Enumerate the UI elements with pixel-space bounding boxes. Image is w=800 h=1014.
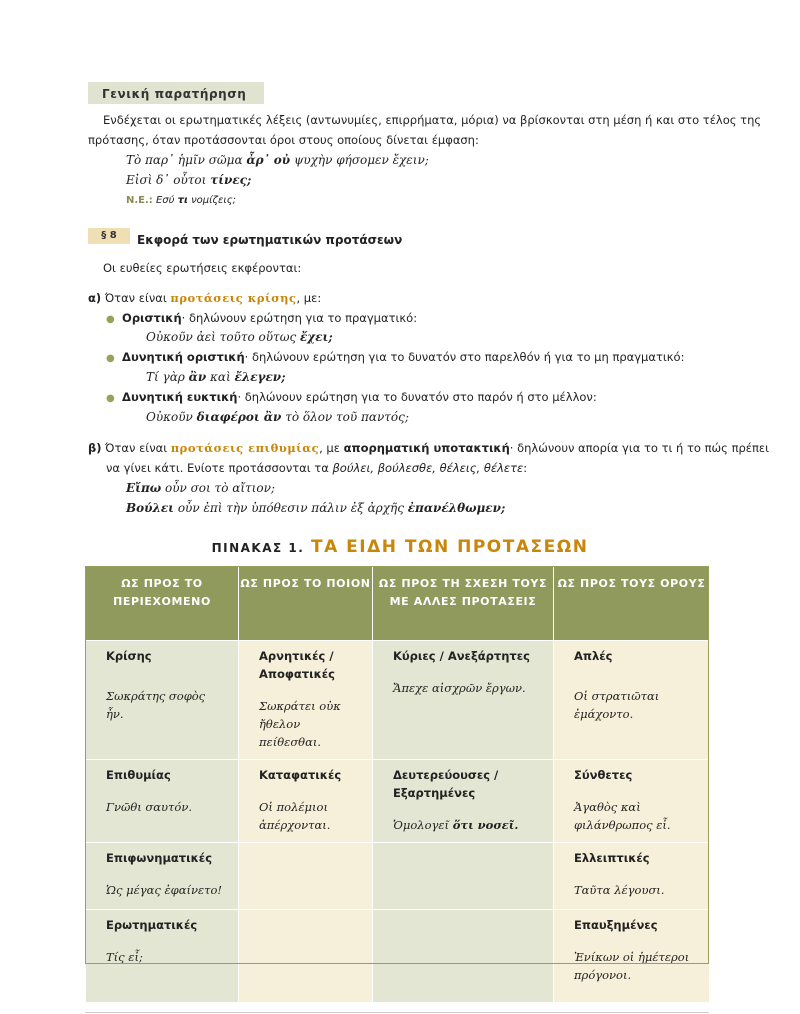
table-cell-empty — [239, 843, 373, 910]
general-note-example-2: Εἰσὶ δ᾽ οὗτοι τίνες; — [126, 173, 252, 187]
cell-heading: Αρνητικές / Αποφατικές — [259, 649, 336, 681]
table-header-row — [86, 567, 710, 641]
table-cell — [239, 641, 373, 760]
header-relation: ΩΣ ΠΡΟΣ ΤΗ ΣΧΕΣΗ ΤΟΥΣ ΜΕ ΑΛΛΕΣ ΠΡΟΤΑΣΕΙΣ — [373, 567, 554, 641]
table-cell — [86, 641, 239, 760]
cell-example: Ὁμολογεῖ ὅτι νοσεῖ. — [393, 818, 519, 832]
header-terms: ΩΣ ΠΡΟΣ ΤΟΥΣ ΟΡΟΥΣ — [554, 567, 710, 641]
cell-example: Ἀγαθὸς καὶ φιλάνθρωπος εἶ. — [574, 800, 671, 832]
table-cell-empty — [239, 910, 373, 1003]
cell-heading: Επιθυμίας — [106, 768, 171, 782]
table-cell — [86, 843, 239, 910]
table-cell — [86, 760, 239, 843]
cell-heading: Κρίσης — [106, 649, 152, 663]
cell-heading: Καταφατικές — [259, 768, 342, 782]
example-potential-optative: Οὐκοῦν διαφέροι ἂν τὸ ὅλον τοῦ παντός; — [146, 410, 409, 424]
table-cell — [86, 910, 239, 1003]
cell-example: Γνῶθι σαυτόν. — [106, 800, 192, 814]
section-badge: § 8 — [88, 228, 130, 244]
example-indicative: Οὐκοῦν ἀεὶ τοῦτο οὕτως ἔχει; — [146, 330, 333, 344]
cell-example: Οἱ στρατιῶται ἐμάχοντο. — [574, 689, 660, 721]
table-cell — [373, 641, 554, 760]
example-deliberative-1: Εἴπω οὖν σοι τὸ αἴτιον; — [126, 481, 275, 495]
table-cell — [554, 760, 710, 843]
general-note-text-line2: πρότασης, όταν προτάσσονται όροι στους οποίους δίνεται έμφαση: — [88, 133, 479, 147]
cell-example: Ταῦτα λέγουσι. — [574, 883, 665, 897]
table-title: ΠΙΝΑΚΑΣ 1. ΤΑ ΕΙΔΗ ΤΩΝ ΠΡΟΤΑΣΕΩΝ — [211, 537, 589, 557]
section-title: Εκφορά των ερωτηματικών προτάσεων — [137, 233, 403, 247]
table-cell-empty — [373, 843, 554, 910]
general-note-example-1: Τὸ παρ᾽ ἡμῖν σῶμα ἆρ᾽ οὐ ψυχὴν φήσομεν ἔχειν; — [126, 153, 429, 167]
general-note-text-line1: Ενδέχεται οι ερωτηματικές λέξεις (αντωνυμίες, επιρρήματα, μόρια) να βρίσκονται στη μέση ή και στο τέλος της — [103, 113, 762, 127]
cell-heading: Επαυξημένες — [574, 918, 658, 932]
table-cell — [554, 641, 710, 760]
cell-heading: Ελλειπτικές — [574, 851, 650, 865]
case-a-line: α) Όταν είναι προτάσεις κρίσης, με: — [88, 291, 322, 305]
table-row — [86, 843, 710, 910]
cell-heading: Ερωτηματικές — [106, 918, 198, 932]
table-row — [86, 910, 710, 1003]
example-deliberative-2: Βούλει οὖν ἐπὶ τὴν ὑπόθεσιν πάλιν ἐξ ἀρχῆς ἐπανέλθωμεν; — [126, 501, 506, 515]
bullet-potential-indicative: ● Δυνητική οριστική· δηλώνουν ερώτηση για το δυνατόν στο παρελθόν ή για το μη πραγματικό: — [106, 350, 685, 364]
cell-heading: Σύνθετες — [574, 768, 633, 782]
header-quality: ΩΣ ΠΡΟΣ ΤΟ ΠΟΙΟΝ — [239, 567, 373, 641]
cell-heading: Απλές — [574, 649, 613, 663]
table-row — [86, 641, 710, 760]
table-cell-empty — [373, 910, 554, 1003]
table-cell — [554, 910, 710, 1003]
sentence-types-table — [85, 566, 710, 1003]
table-row — [86, 760, 710, 843]
example-potential-indicative: Τί γὰρ ἂν καὶ ἔλεγεν; — [146, 370, 286, 384]
general-note-title: Γενική παρατήρηση — [88, 82, 264, 104]
cell-heading: Κύριες / Ανεξάρτητες — [393, 649, 530, 663]
table-cell — [239, 760, 373, 843]
cell-example: Τίς εἶ; — [106, 950, 143, 964]
cell-heading: Δευτερεύουσες / Εξαρτημένες — [393, 768, 499, 800]
modern-greek-example: Ν.Ε.: Εσύ τι νομίζεις; — [126, 195, 236, 206]
cell-example: Σωκράτει οὐκ ἤθελον πείθεσθαι. — [259, 699, 341, 749]
cell-example: Σωκράτης σοφὸς ἦν. — [106, 689, 206, 721]
cell-heading: Επιφωνηματικές — [106, 851, 213, 865]
table-cell — [554, 843, 710, 910]
cell-example: Ἄπεχε αἰσχρῶν ἔργων. — [393, 681, 526, 695]
bullet-potential-optative: ● Δυνητική ευκτική· δηλώνουν ερώτηση για το δυνατόν στο παρόν ή στο μέλλον: — [106, 390, 597, 404]
bullet-indicative: ● Οριστική· δηλώνουν ερώτηση για το πραγματικό: — [106, 311, 418, 325]
header-content: ΩΣ ΠΡΟΣ ΤΟ ΠΕΡΙΕΧΟΜΕΝΟ — [86, 567, 239, 641]
case-b-line2: να γίνει κάτι. Ενίοτε προτάσσονται τα βούλει, βούλεσθε, θέλεις, θέλετε: — [106, 461, 528, 475]
cell-example: Ἐνίκων οἱ ἡμέτεροι πρόγονοι. — [574, 950, 690, 982]
section-intro: Οι ευθείες ερωτήσεις εκφέρονται: — [103, 261, 302, 275]
footer-divider — [85, 1012, 709, 1013]
case-b-line1: β) Όταν είναι προτάσεις επιθυμίας, με απορηματική υποτακτική· δηλώνουν απορία για το τι ή το πώς πρέπει — [88, 441, 770, 455]
table-cell — [373, 760, 554, 843]
cell-example: Οἱ πολέμιοι ἀπέρχονται. — [259, 800, 331, 832]
cell-example: Ὡς μέγας ἐφαίνετο! — [106, 883, 223, 897]
